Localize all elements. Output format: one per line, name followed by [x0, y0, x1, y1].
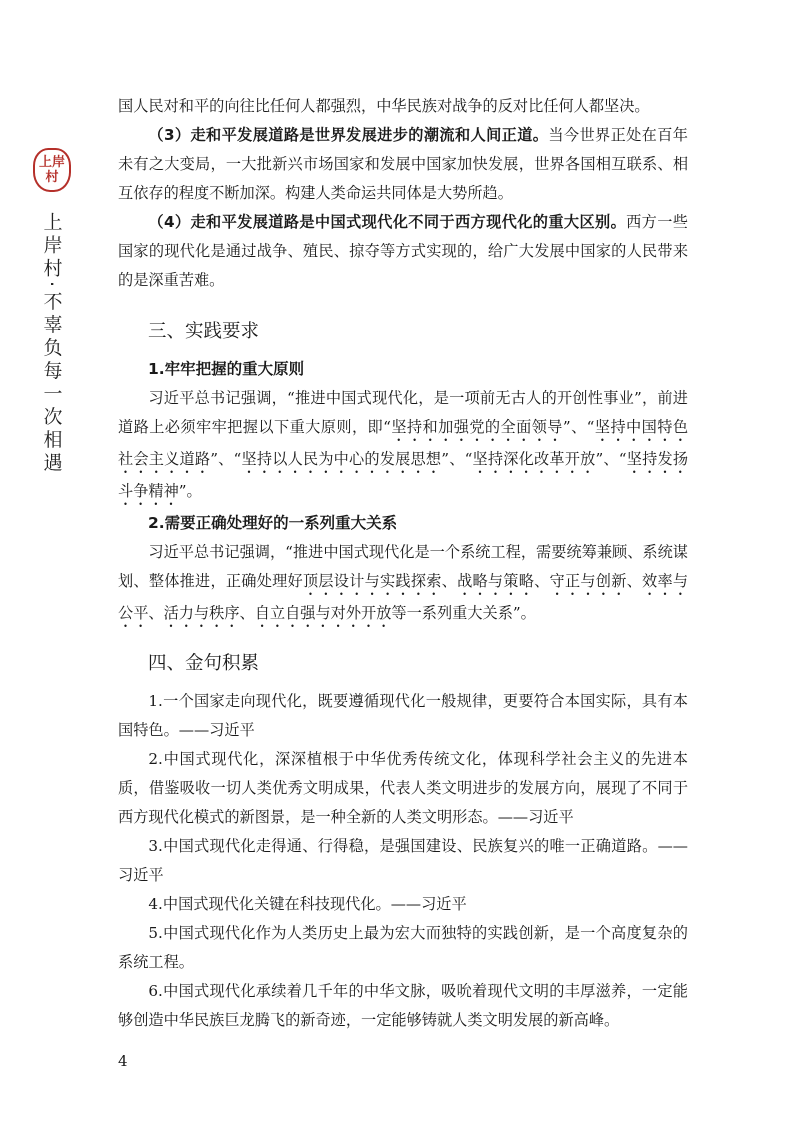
- sub1-intro: 习近平总书记强调，“推进中国式现代化，是一项前无古人的开创性事业”，前进道路上必须牢牢把握以下重大原则，即“: [118, 389, 688, 436]
- principle-2: 坚持中国特色社会主义道路: [118, 418, 689, 468]
- section-3-title: 三、实践要求: [148, 321, 260, 342]
- quote-item: 4.中国式现代化关键在科技现代化。——习近平: [148, 895, 467, 913]
- relation-2: 战略与策略: [457, 572, 535, 590]
- relation-6: 自立自强与对外开放: [254, 604, 392, 622]
- quote-item: 2.中国式现代化，深深植根于中华优秀传统文化，体现科学社会主义的先进本质，借鉴吸收一切人类优秀文明成果，代表人类文明进步的发展方向，展现了不同于西方现代化模式的新图景，是一种全新的人类文明形态。——习近平: [118, 750, 688, 826]
- relation-4: 效率与公平: [118, 572, 689, 622]
- subsection-1-title: 1.牢牢把握的重大原则: [148, 360, 305, 378]
- point-4-text: 西方一些国家的现代化是通过战争、殖民、掠夺等方式实现的，给广大发展中国家的人民带来的是深重苦难。: [118, 213, 688, 289]
- paragraph-point-4: [118, 208, 688, 295]
- sub2-intro: 习近平总书记强调，“推进中国式现代化是一个系统工程，需要统筹兼顾、系统谋划、整体推进，正确处理好: [118, 543, 688, 590]
- separator: ”、“: [210, 450, 242, 468]
- subsection-2-paragraph: [118, 538, 688, 631]
- relation-3: 守正与创新: [549, 572, 627, 590]
- relation-5: 活力与秩序: [163, 604, 240, 622]
- separator: ”、“: [562, 418, 595, 436]
- separator: 、: [148, 604, 164, 622]
- sidebar: [30, 148, 74, 475]
- subsection-2-title: 2.需要正确处理好的一系列重大关系: [148, 514, 398, 532]
- principle-4: 坚持深化改革开放: [472, 450, 596, 468]
- quote-item: 6.中国式现代化承续着几千年的中华文脉，吸吮着现代文明的丰厚滋养，一定能够创造中华民族巨龙腾飞的新奇迹，一定能够铸就人类文明发展的新高峰。: [118, 982, 688, 1029]
- section-4-title: 四、金句积累: [148, 653, 260, 674]
- sub2-end: 等一系列重大关系”。: [391, 604, 536, 622]
- principle-3: 坚持以人民为中心的发展思想: [241, 450, 442, 468]
- brand-seal-logo: [33, 148, 71, 192]
- seal-line-2: 村: [45, 170, 59, 185]
- principle-5: 坚持发扬斗争精神: [118, 450, 689, 500]
- subsection-1-paragraph: [118, 384, 688, 509]
- sidebar-slogan: 上岸村·不辜负每一次相遇: [40, 212, 63, 476]
- page-number: 4: [118, 1052, 128, 1070]
- point-3-text: 当今世界正处在百年未有之大变局，一大批新兴市场国家和发展中国家加快发展，世界各国相互联系、相互依存的程度不断加深。构建人类命运共同体是大势所趋。: [118, 126, 688, 202]
- point-4-heading: （4）走和平发展道路是中国式现代化不同于西方现代化的重大区别。: [148, 213, 627, 231]
- separator: ”、“: [595, 450, 627, 468]
- separator: 、: [534, 572, 550, 590]
- separator: 、: [441, 572, 458, 590]
- point-3-heading: （3）走和平发展道路是世界发展进步的潮流和人间正道。: [148, 126, 549, 144]
- quote-item: 3.中国式现代化走得通、行得稳，是强国建设、民族复兴的唯一正确道路。——习近平: [118, 837, 688, 884]
- separator: 、: [626, 572, 643, 590]
- quote-item: 1.一个国家走向现代化，既要遵循现代化一般规律，更要符合本国实际，具有本国特色。——习近平: [118, 692, 688, 739]
- principle-1: 坚持和加强党的全面领导: [390, 418, 563, 436]
- separator: ”、“: [441, 450, 473, 468]
- seal-line-1: 上岸: [38, 155, 65, 170]
- relation-1: 顶层设计与实践探索: [302, 572, 442, 590]
- separator: 、: [239, 604, 255, 622]
- paragraph-top: 国人民对和平的向往比任何人都强烈，中华民族对战争的反对比任何人都坚决。: [118, 97, 650, 115]
- paragraph-point-3: [118, 121, 688, 208]
- sub1-end: ”。: [178, 482, 202, 500]
- quote-item: 5.中国式现代化作为人类历史上最为宏大而独特的实践创新，是一个高度复杂的系统工程。: [118, 924, 688, 971]
- page-content: [118, 92, 688, 1035]
